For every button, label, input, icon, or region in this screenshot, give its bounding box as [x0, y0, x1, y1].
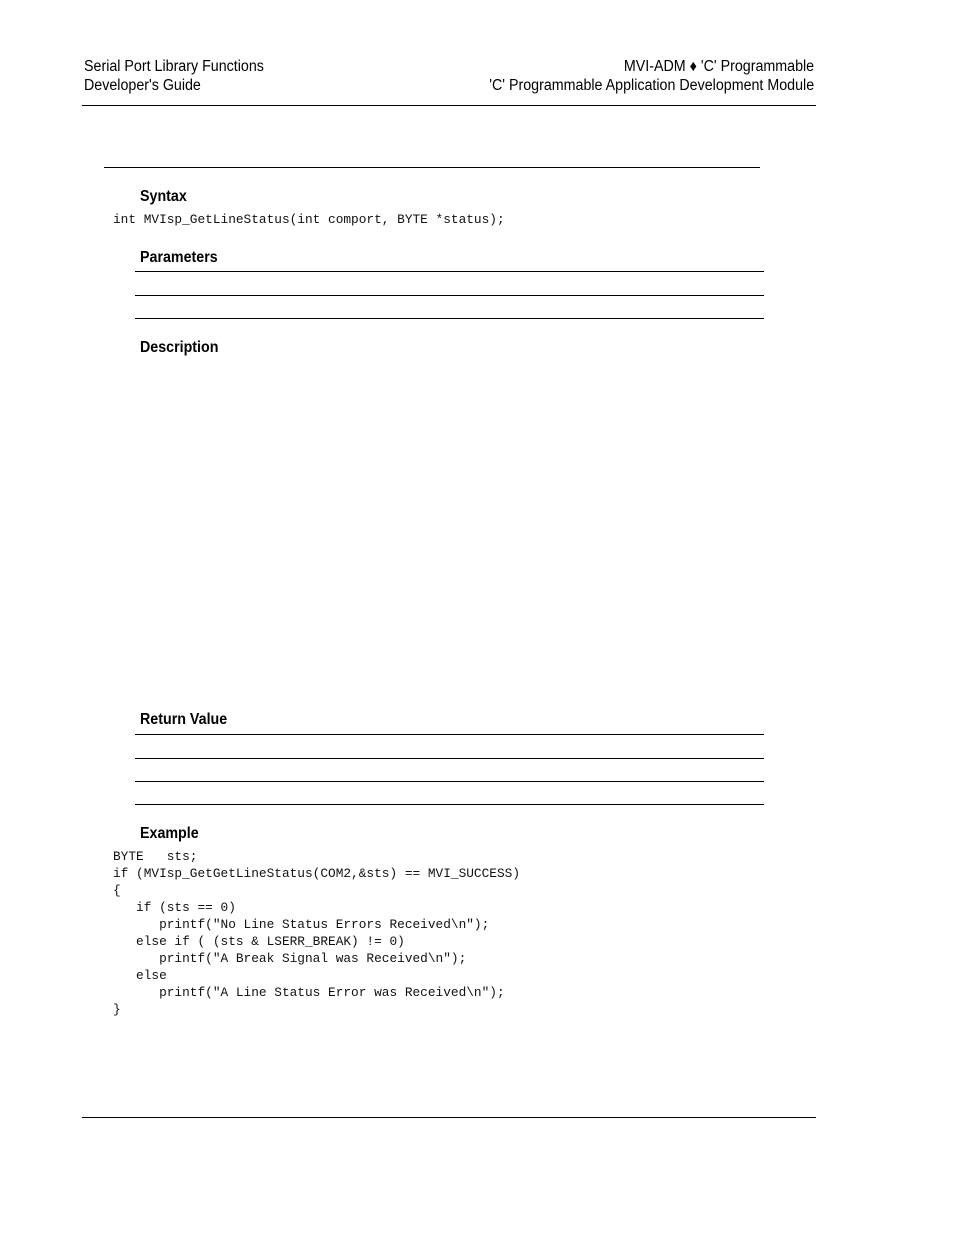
footer-rule	[82, 1117, 816, 1118]
header-product-name: MVI-ADM ♦ 'C' Programmable	[623, 58, 814, 75]
syntax-code: int MVIsp_GetLineStatus(int comport, BYTE *status);	[113, 212, 505, 227]
return-table-rule	[135, 781, 764, 782]
header-rule	[82, 105, 816, 106]
header-doc-subtitle: Developer's Guide	[84, 77, 201, 94]
return-value-heading: Return Value	[140, 711, 228, 728]
page-header-right	[489, 57, 814, 95]
return-table-rule	[135, 758, 764, 759]
return-table-rule	[135, 804, 764, 805]
description-heading: Description	[140, 339, 219, 356]
parameters-table-rule	[135, 295, 764, 296]
page-header-left	[84, 57, 264, 95]
function-title-rule	[104, 167, 760, 168]
header-product-description: 'C' Programmable Application Development Module	[489, 77, 814, 94]
parameters-heading: Parameters	[140, 249, 218, 266]
example-heading: Example	[140, 825, 199, 842]
return-table-rule	[135, 734, 764, 735]
header-doc-title: Serial Port Library Functions	[84, 58, 264, 75]
parameters-table-rule	[135, 318, 764, 319]
parameters-table-rule	[135, 271, 764, 272]
example-code: BYTE sts; if (MVIsp_GetGetLineStatus(COM2,&sts) == MVI_SUCCESS) { if (sts == 0) printf("No Line Status Errors Received\n"); else if ( (sts & LSERR_BREAK) != 0) printf("A Break Signal was Received\n"); else printf("A Line Status Error was Received\n"); }	[113, 849, 521, 1017]
syntax-heading: Syntax	[140, 188, 187, 205]
